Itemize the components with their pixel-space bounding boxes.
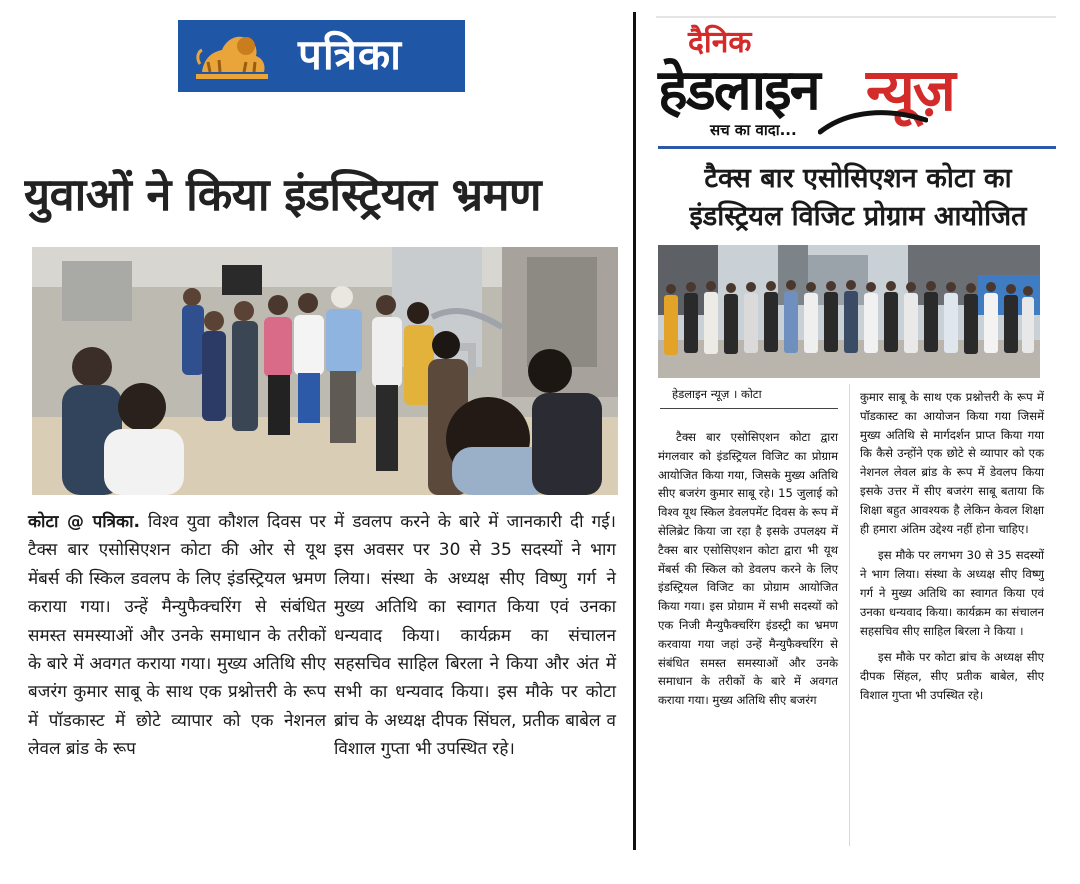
column-2-paragraph-1: कुमार साबू के साथ एक प्रश्नोत्तरी के रूप में पॉडकास्ट का आयोजन किया गया जिसमें मुख्य अतिथि से मार्गदर्शन प्राप्त किया गया कि कैसे उन्होंने एक छोटे से व्यापार को एक नेशनल लेवल ब्रांड के रूप में डेवलप किया इसके उत्तर में सीए बजरंग साबू बताया कि शिक्षा बहुत आवश्यक है लेकिन केवल शिक्षा ही हमारा अंतिम उद्देश्य नहीं होना चाहिए। bbox=[860, 390, 1044, 536]
logo-wordmark: पत्रिका bbox=[298, 30, 403, 79]
masthead bbox=[658, 20, 1058, 150]
byline-rule bbox=[660, 408, 838, 409]
clipping-divider bbox=[633, 12, 636, 850]
byline-block bbox=[660, 384, 838, 409]
column-rule bbox=[849, 384, 850, 846]
masthead-news: न्यूज़ bbox=[866, 56, 954, 124]
dateline: कोटा @ पत्रिका. bbox=[28, 512, 140, 532]
article-column-2 bbox=[860, 388, 1044, 705]
masthead-swoosh-icon bbox=[818, 106, 928, 136]
group-photo-illustration bbox=[32, 247, 618, 495]
top-rule bbox=[656, 16, 1056, 18]
masthead-rule bbox=[658, 146, 1056, 149]
article-column-1 bbox=[658, 428, 838, 710]
patrika-logo bbox=[178, 20, 465, 92]
article-column-2 bbox=[334, 508, 616, 764]
headline-news-clipping bbox=[640, 0, 1080, 884]
column-2-paragraph-3: इस मौके पर कोटा ब्रांच के अध्यक्ष सीए दीपक सिंहल, सीए प्रतीक बाबेल, सीए विशाल गुप्ता भी उपस्थित रहे। bbox=[860, 650, 1044, 702]
article-photo bbox=[658, 245, 1040, 378]
group-photo-illustration bbox=[658, 245, 1040, 378]
lion-emblem-icon bbox=[192, 28, 272, 84]
column-2-paragraph-2: इस मौके पर लगभग 30 से 35 सदस्यों ने भाग लिया। संस्था के अध्यक्ष सीए विष्णु गर्ग ने मुख्य अतिथि का स्वागत किया एवं उनका धन्यवाद किया। कार्यक्रम का संचालन सहसचिव सीए साहिल बिरला ने किया । bbox=[860, 548, 1044, 638]
headline-line-2: इंडस्ट्रियल विजिट प्रोग्राम आयोजित bbox=[689, 201, 1027, 232]
masthead-headline: हेडलाइन bbox=[658, 58, 819, 123]
column-1-paragraph: टैक्स बार एसोसिएशन कोटा द्वारा मंगलवार को इंडस्ट्रियल विजिट का प्रोग्राम आयोजित किया गया, जिसके मुख्य अतिथि सीए बजरंग कुमार साबू रहे। 15 जुलाई को विश्व यूथ स्किल डेवलपमेंट दिवस के रूप में सेलिब्रेट किया जा रहा है इसके उपलक्ष्य में टैक्स बार एसोसिएशन कोटा द्वारा भी यूथ मेंबर्स की स्किल को डेवलप करने के लिए इंडस्ट्रियल विजिट का प्रोग्राम आयोजित किया गया। इस प्रोग्राम में सभी सदस्यों को एक निजी मैन्युफैक्चरिंग इंडस्ट्री का भ्रमण करवाया गया जहां उन्हें मैन्युफैक्चरिंग से संबंधित समस्त समस्याओं और उनके समाधान के तरीकों के बारे में अवगत कराया गया। मुख्य अतिथि सीए बजरंग bbox=[658, 430, 838, 708]
article-photo bbox=[32, 247, 618, 495]
article-headline: युवाओं ने किया इंडस्ट्रियल भ्रमण bbox=[24, 168, 542, 221]
headline-line-1: टैक्स बार एसोसिएशन कोटा का bbox=[704, 163, 1012, 194]
column-2-text: में डवलप करने के बारे में जानकारी दी गई। इस अवसर पर 30 से 35 सदस्यों ने भाग लिया। संस्था के अध्यक्ष सीए विष्णु गर्ग ने मुख्य अतिथि का स्वागत किया एवं उनका धन्यवाद किया। कार्यक्रम का संचालन सहसचिव साहिल बिरला ने किया और अंत में सभी का धन्यवाद किया। इस मौके पर कोटा ब्रांच के अध्यक्ष दीपक सिंघल, प्रतीक बाबेल व विशाल गुप्ता भी उपस्थित रहे। bbox=[334, 512, 616, 760]
article-column-1 bbox=[28, 508, 326, 764]
article-headline bbox=[658, 160, 1058, 236]
column-1-text: विश्व युवा कौशल दिवस पर टैक्स बार एसोसिएशन कोटा की ओर से यूथ मेंबर्स की स्किल डवलप के लिए इंडस्ट्रियल भ्रमण कराया गया। उन्हें मैन्युफैक्चरिंग से संबंधित समस्त समस्याओं और उनके समाधान के तरीकों के बारे में अवगत कराया गया। मुख्य अतिथि सीए बजरंग कुमार साबू के साथ एक प्रश्नोत्तरी के रूप में पॉडकास्ट में छोटे व्यापार को एक नेशनल लेवल ब्रांड के रूप bbox=[28, 512, 326, 760]
byline: हेडलाइन न्यूज़ । कोटा bbox=[672, 387, 762, 401]
masthead-dainik: दैनिक bbox=[688, 25, 752, 60]
masthead-tagline: सच का वादा... bbox=[710, 121, 797, 139]
